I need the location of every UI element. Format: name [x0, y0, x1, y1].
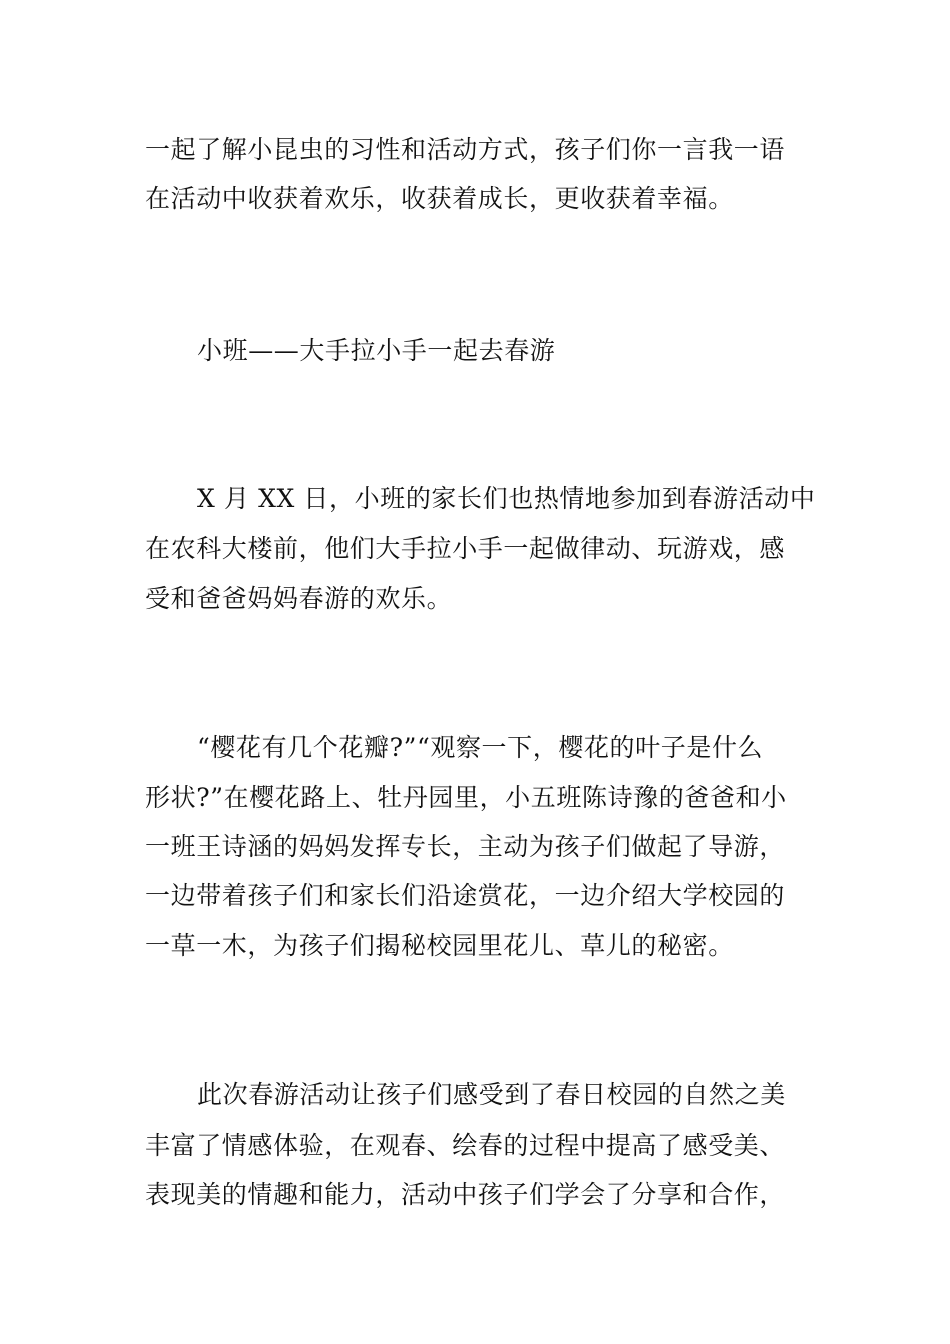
text-line: 表现美的情趣和能力，活动中孩子们学会了分享和合作，: [145, 1180, 786, 1209]
text-line: 一边带着孩子们和家长们沿途赏花，一边介绍大学校园的: [145, 881, 786, 910]
section-heading: 小班——大手拉小手一起去春游: [197, 336, 556, 365]
text-line: 丰富了情感体验，在观春、绘春的过程中提高了感受美、: [145, 1131, 786, 1160]
text-line: 在活动中收获着欢乐，收获着成长，更收获着幸福。: [145, 184, 734, 213]
text-line: X 月 XX 日，小班的家长们也热情地参加到春游活动中: [197, 484, 816, 513]
text-line: 形状?”在樱花路上、牡丹园里，小五班陈诗豫的爸爸和小: [145, 783, 787, 812]
text-line: 一班王诗涵的妈妈发挥专长，主动为孩子们做起了导游，: [145, 832, 786, 861]
text-line: 受和爸爸妈妈春游的欢乐。: [145, 584, 453, 613]
text-line: 一起了解小昆虫的习性和活动方式，孩子们你一言我一语: [145, 135, 786, 164]
text-line: 一草一木，为孩子们揭秘校园里花儿、草儿的秘密。: [145, 931, 734, 960]
text-line: 在农科大楼前，他们大手拉小手一起做律动、玩游戏，感: [145, 534, 786, 563]
text-line: “樱花有几个花瓣?”“观察一下，樱花的叶子是什么: [197, 733, 764, 762]
text-line: 此次春游活动让孩子们感受到了春日校园的自然之美: [197, 1080, 786, 1109]
